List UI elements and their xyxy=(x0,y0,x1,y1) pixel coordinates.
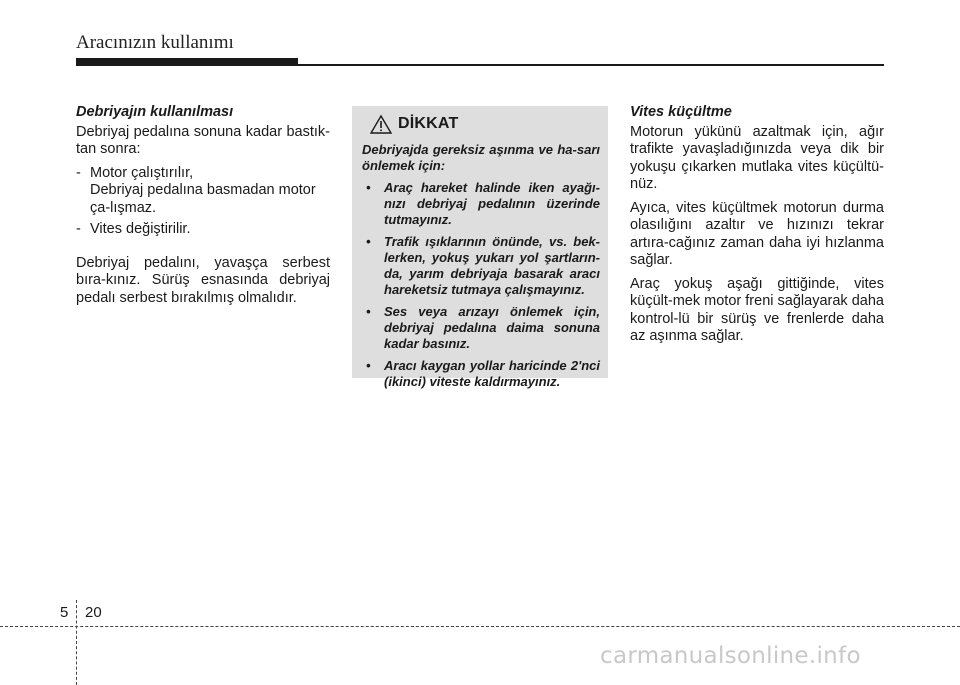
footer-rule xyxy=(0,626,960,627)
caution-list xyxy=(362,180,600,390)
clutch-outro: Debriyaj pedalını, yavaşça serbest bıra-kınız. Sürüş esnasında debriyaj pedalı serbest bırakılmış olmalıdır. xyxy=(76,254,330,306)
chapter-header-title: Aracınızın kullanımı xyxy=(76,32,234,53)
downshift-paragraph: Motorun yükünü azaltmak için, ağır trafikte yavaşladığınızda veya dik bir yokuşu çıkarken mutlaka vites küçültü-nüz. xyxy=(630,123,884,192)
caution-item: • Ses veya arızayı önlemek için, debriyaj pedalına daima sonuna kadar basınız. xyxy=(366,304,600,351)
clutch-steps xyxy=(76,165,330,239)
clutch-step-1: - Motor çalıştırılır, Debriyaj pedalına basmadan motor ça-lışmaz. xyxy=(76,165,330,218)
clutch-step-2: - Vites değiştirilir. xyxy=(76,221,191,237)
right-column xyxy=(630,104,884,352)
page-number: 20 xyxy=(85,604,102,621)
clutch-intro: Debriyaj pedalına sonuna kadar bastık-tan sonra: xyxy=(76,123,330,157)
downshift-paragraph: Araç yokuş aşağı gittiğinde, vites küçült-mek motor freni sağlayarak daha kontrol-lü bir sürüş ve frenlerde daha az aşınma sağlar. xyxy=(630,275,884,344)
left-column xyxy=(76,104,330,313)
caution-intro: Debriyajda gereksiz aşınma ve ha-sarı önlemek için: xyxy=(362,142,600,173)
clutch-step-1-note: Debriyaj pedalına basmadan motor ça-lışmaz. xyxy=(90,182,316,216)
downshift-paragraph: Ayıca, vites küçültmek motorun durma olasılığını azaltır ve hızınızı tekrar artıra-cağınız zaman daha iyi hızlanma sağlar. xyxy=(630,199,884,268)
caution-box xyxy=(352,106,608,389)
watermark: carmanualsonline.info xyxy=(600,643,861,669)
header-rule xyxy=(76,64,884,66)
section-title-clutch: Debriyajın kullanılması xyxy=(76,104,234,120)
chapter-number: 5 xyxy=(60,604,69,621)
caution-title: DİKKAT xyxy=(398,115,459,132)
footer-divider xyxy=(76,600,77,685)
section-title-downshift: Vites küçültme xyxy=(630,104,732,120)
caution-item: • Aracı kaygan yollar haricinde 2'nci (ikinci) viteste kaldırmayınız. xyxy=(366,358,600,389)
caution-item: • Trafik ışıklarının önünde, vs. bek-lerken, yokuş yukarı yol şartların-da, yarım debriyaja basarak aracı hareketsiz tutmaya çalışmayınız. xyxy=(366,234,600,297)
warning-triangle-icon xyxy=(370,114,392,134)
caution-item: • Araç hareket halinde iken ayağı-nızı debriyaj pedalının üzerinde tutmayınız. xyxy=(366,180,600,227)
